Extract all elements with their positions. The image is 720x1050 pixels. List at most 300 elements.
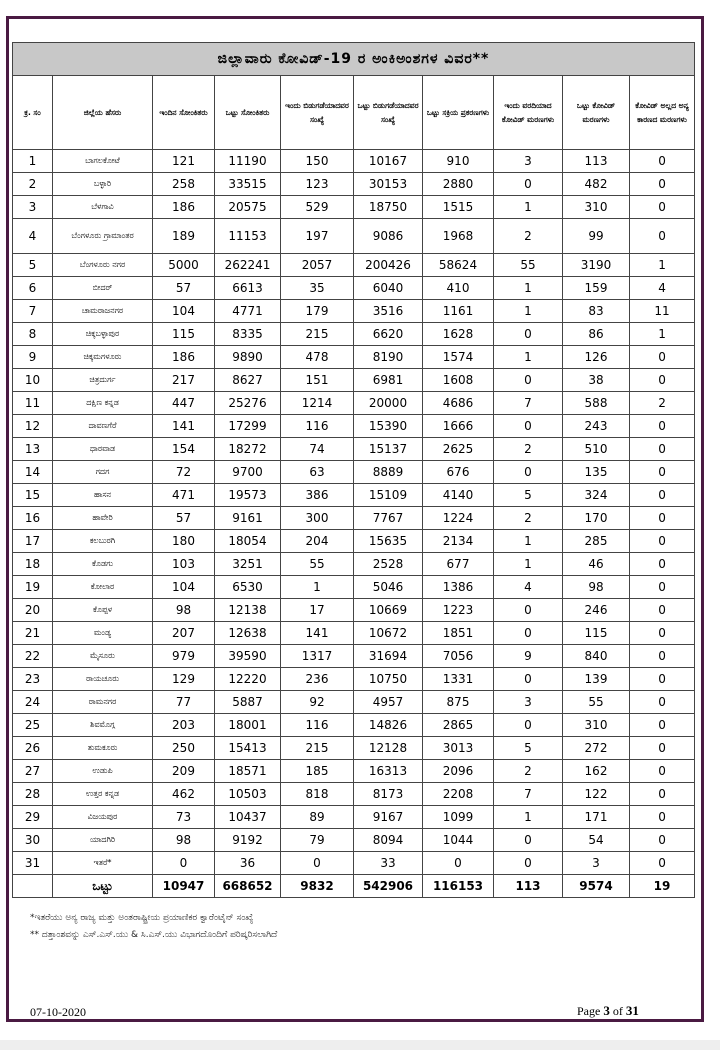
value-cell: 6620 — [354, 323, 423, 346]
value-cell: 186 — [153, 346, 215, 369]
table-row — [13, 484, 695, 507]
value-cell: 15109 — [354, 484, 423, 507]
value-cell: 162 — [563, 760, 630, 783]
value-cell: 204 — [281, 530, 354, 553]
value-cell: 478 — [281, 346, 354, 369]
value-cell: 0 — [630, 553, 695, 576]
value-cell: 2 — [494, 219, 563, 254]
district-cell: ದಕ್ಷಿಣ ಕನ್ನಡ — [53, 392, 153, 415]
total-cell: 113 — [494, 875, 563, 898]
value-cell: 3 — [563, 852, 630, 875]
value-cell: 8335 — [215, 323, 281, 346]
value-cell: 0 — [630, 622, 695, 645]
value-cell: 3 — [494, 691, 563, 714]
value-cell: 4 — [630, 277, 695, 300]
value-cell: 25276 — [215, 392, 281, 415]
value-cell: 2096 — [423, 760, 494, 783]
table-body — [13, 150, 695, 898]
serial-cell: 5 — [13, 254, 53, 277]
footnote-data-source: ** ದತ್ತಾಂಶವನ್ನು ಎಸ್.ಎಸ್.ಯು & ಸಿ.ಎಸ್.ಯು ವಿಭಾಗದೊಂದಿಗೆ ಪರಿಷ್ಕರಿಸಲಾಗಿದೆ — [30, 930, 278, 940]
value-cell: 2880 — [423, 173, 494, 196]
value-cell: 250 — [153, 737, 215, 760]
serial-cell: 10 — [13, 369, 53, 392]
serial-cell: 30 — [13, 829, 53, 852]
table-row — [13, 173, 695, 196]
value-cell: 98 — [153, 599, 215, 622]
serial-cell: 13 — [13, 438, 53, 461]
table-row — [13, 553, 695, 576]
value-cell: 0 — [494, 173, 563, 196]
value-cell: 258 — [153, 173, 215, 196]
table-row — [13, 415, 695, 438]
table-row — [13, 645, 695, 668]
value-cell: 20575 — [215, 196, 281, 219]
value-cell: 14826 — [354, 714, 423, 737]
value-cell: 1 — [494, 553, 563, 576]
value-cell: 57 — [153, 507, 215, 530]
value-cell: 8190 — [354, 346, 423, 369]
page-current: 3 — [603, 1003, 610, 1018]
table-row — [13, 300, 695, 323]
serial-cell: 1 — [13, 150, 53, 173]
district-cell: ಚಾಮರಾಜನಗರ — [53, 300, 153, 323]
page-sep: of — [609, 1004, 626, 1018]
serial-cell: 23 — [13, 668, 53, 691]
district-cell: ಚಿಕ್ಕಮಗಳೂರು — [53, 346, 153, 369]
value-cell: 104 — [153, 300, 215, 323]
value-cell: 0 — [630, 668, 695, 691]
district-cell: ಚಿತ್ರದುರ್ಗ — [53, 369, 153, 392]
value-cell: 0 — [630, 714, 695, 737]
value-cell: 1608 — [423, 369, 494, 392]
value-cell: 35 — [281, 277, 354, 300]
value-cell: 5 — [494, 737, 563, 760]
value-cell: 0 — [630, 150, 695, 173]
value-cell: 1515 — [423, 196, 494, 219]
serial-cell: 21 — [13, 622, 53, 645]
value-cell: 1 — [630, 254, 695, 277]
column-header: ಇಂದಿನ ಸೋಂಕಿತರು — [153, 76, 215, 150]
value-cell: 1224 — [423, 507, 494, 530]
value-cell: 300 — [281, 507, 354, 530]
value-cell: 0 — [494, 461, 563, 484]
value-cell: 6040 — [354, 277, 423, 300]
value-cell: 482 — [563, 173, 630, 196]
district-cell: ಬೆಂಗಳೂರು ನಗರ — [53, 254, 153, 277]
value-cell: 510 — [563, 438, 630, 461]
table-row — [13, 461, 695, 484]
serial-cell: 28 — [13, 783, 53, 806]
total-cell: 9574 — [563, 875, 630, 898]
district-cell: ಧಾರವಾಡ — [53, 438, 153, 461]
column-header: ಒಟ್ಟು ಬಿಡುಗಡೆಯಾದವರ ಸಂಖ್ಯೆ — [354, 76, 423, 150]
value-cell: 18750 — [354, 196, 423, 219]
value-cell: 4140 — [423, 484, 494, 507]
value-cell: 121 — [153, 150, 215, 173]
value-cell: 15137 — [354, 438, 423, 461]
value-cell: 0 — [630, 783, 695, 806]
value-cell: 2208 — [423, 783, 494, 806]
district-cell: ದಾವಣಗೆರೆ — [53, 415, 153, 438]
value-cell: 170 — [563, 507, 630, 530]
value-cell: 1574 — [423, 346, 494, 369]
serial-cell: 15 — [13, 484, 53, 507]
district-cell: ಬೀದರ್ — [53, 277, 153, 300]
value-cell: 123 — [281, 173, 354, 196]
value-cell: 180 — [153, 530, 215, 553]
value-cell: 262241 — [215, 254, 281, 277]
covid-statistics-table — [12, 42, 695, 898]
value-cell: 0 — [630, 219, 695, 254]
column-header: ಕ್ರ. ಸಂ — [13, 76, 53, 150]
district-cell: ಉತ್ತರ ಕನ್ನಡ — [53, 783, 153, 806]
value-cell: 7056 — [423, 645, 494, 668]
value-cell: 30153 — [354, 173, 423, 196]
table-row — [13, 783, 695, 806]
value-cell: 1317 — [281, 645, 354, 668]
value-cell: 203 — [153, 714, 215, 737]
value-cell: 99 — [563, 219, 630, 254]
value-cell: 74 — [281, 438, 354, 461]
value-cell: 9161 — [215, 507, 281, 530]
value-cell: 236 — [281, 668, 354, 691]
column-header: ಕೋವಿಡ್ ಅಲ್ಲದ ಅನ್ಯ ಕಾರಣದ ಮರಣಗಳು — [630, 76, 695, 150]
district-cell: ಮಂಡ್ಯ — [53, 622, 153, 645]
value-cell: 11153 — [215, 219, 281, 254]
value-cell: 126 — [563, 346, 630, 369]
value-cell: 18571 — [215, 760, 281, 783]
value-cell: 2057 — [281, 254, 354, 277]
value-cell: 529 — [281, 196, 354, 219]
value-cell: 1 — [494, 277, 563, 300]
value-cell: 18272 — [215, 438, 281, 461]
value-cell: 38 — [563, 369, 630, 392]
value-cell: 875 — [423, 691, 494, 714]
value-cell: 189 — [153, 219, 215, 254]
value-cell: 1 — [494, 530, 563, 553]
value-cell: 15413 — [215, 737, 281, 760]
table-row — [13, 691, 695, 714]
report-date: 07-10-2020 — [30, 1005, 86, 1019]
value-cell: 122 — [563, 783, 630, 806]
value-cell: 1 — [494, 196, 563, 219]
value-cell: 2625 — [423, 438, 494, 461]
value-cell: 33515 — [215, 173, 281, 196]
value-cell: 17299 — [215, 415, 281, 438]
value-cell: 0 — [630, 530, 695, 553]
value-cell: 46 — [563, 553, 630, 576]
value-cell: 55 — [494, 254, 563, 277]
footnote-others: *ಇತರೆಯು ಅನ್ಯ ರಾಜ್ಯ ಮತ್ತು ಅಂತರಾಷ್ಟ್ರೀಯ ಪ್ರಯಾಣಿಕರ ಕ್ವಾರೆಂಟೈನ್ ಸಂಖ್ಯೆ — [30, 913, 254, 923]
district-cell: ಶಿವಮೊಗ್ಗ — [53, 714, 153, 737]
value-cell: 2134 — [423, 530, 494, 553]
serial-cell: 24 — [13, 691, 53, 714]
total-cell: 116153 — [423, 875, 494, 898]
value-cell: 0 — [494, 369, 563, 392]
value-cell: 179 — [281, 300, 354, 323]
value-cell: 0 — [630, 461, 695, 484]
value-cell: 324 — [563, 484, 630, 507]
value-cell: 0 — [630, 173, 695, 196]
column-header: ಒಟ್ಟು ಕೋವಿಡ್ ಮರಣಗಳು — [563, 76, 630, 150]
value-cell: 113 — [563, 150, 630, 173]
value-cell: 1628 — [423, 323, 494, 346]
table-row — [13, 254, 695, 277]
value-cell: 1331 — [423, 668, 494, 691]
serial-cell: 3 — [13, 196, 53, 219]
district-cell: ಬಳ್ಳಾರಿ — [53, 173, 153, 196]
value-cell: 310 — [563, 714, 630, 737]
page-prefix: Page — [577, 1004, 604, 1018]
value-cell: 141 — [153, 415, 215, 438]
value-cell: 0 — [494, 829, 563, 852]
value-cell: 98 — [153, 829, 215, 852]
value-cell: 10437 — [215, 806, 281, 829]
table-row — [13, 277, 695, 300]
value-cell: 98 — [563, 576, 630, 599]
value-cell: 92 — [281, 691, 354, 714]
value-cell: 4686 — [423, 392, 494, 415]
value-cell: 5887 — [215, 691, 281, 714]
value-cell: 3013 — [423, 737, 494, 760]
value-cell: 54 — [563, 829, 630, 852]
district-cell: ಕೊಡಗು — [53, 553, 153, 576]
serial-cell: 2 — [13, 173, 53, 196]
table-row — [13, 829, 695, 852]
value-cell: 15390 — [354, 415, 423, 438]
district-cell: ಬಾಗಲಕೋಟೆ — [53, 150, 153, 173]
district-cell: ಗದಗ — [53, 461, 153, 484]
table-row — [13, 714, 695, 737]
value-cell: 0 — [630, 829, 695, 852]
table-row — [13, 346, 695, 369]
district-cell: ತುಮಕೂರು — [53, 737, 153, 760]
column-header: ಒಟ್ಟು ಸೋಂಕಿತರು — [215, 76, 281, 150]
value-cell: 3516 — [354, 300, 423, 323]
value-cell: 9086 — [354, 219, 423, 254]
serial-cell: 29 — [13, 806, 53, 829]
value-cell: 285 — [563, 530, 630, 553]
value-cell: 0 — [630, 852, 695, 875]
value-cell: 0 — [630, 196, 695, 219]
value-cell: 910 — [423, 150, 494, 173]
value-cell: 818 — [281, 783, 354, 806]
serial-cell: 31 — [13, 852, 53, 875]
value-cell: 588 — [563, 392, 630, 415]
serial-cell: 4 — [13, 219, 53, 254]
table-row — [13, 760, 695, 783]
value-cell: 33 — [354, 852, 423, 875]
value-cell: 8627 — [215, 369, 281, 392]
value-cell: 10167 — [354, 150, 423, 173]
table-row — [13, 438, 695, 461]
value-cell: 135 — [563, 461, 630, 484]
value-cell: 7 — [494, 392, 563, 415]
value-cell: 8173 — [354, 783, 423, 806]
value-cell: 471 — [153, 484, 215, 507]
value-cell: 9192 — [215, 829, 281, 852]
total-cell: 19 — [630, 875, 695, 898]
value-cell: 139 — [563, 668, 630, 691]
value-cell: 2528 — [354, 553, 423, 576]
table-row — [13, 737, 695, 760]
value-cell: 0 — [494, 415, 563, 438]
value-cell: 0 — [630, 484, 695, 507]
table-row — [13, 392, 695, 415]
value-cell: 79 — [281, 829, 354, 852]
value-cell: 2 — [494, 507, 563, 530]
value-cell: 979 — [153, 645, 215, 668]
value-cell: 0 — [630, 415, 695, 438]
table-row — [13, 219, 695, 254]
district-cell: ಚಿಕ್ಕಬಳ್ಳಾಪುರ — [53, 323, 153, 346]
value-cell: 36 — [215, 852, 281, 875]
value-cell: 0 — [630, 806, 695, 829]
value-cell: 1223 — [423, 599, 494, 622]
value-cell: 1 — [494, 346, 563, 369]
district-cell: ಹಾವೇರಿ — [53, 507, 153, 530]
value-cell: 151 — [281, 369, 354, 392]
value-cell: 0 — [630, 760, 695, 783]
value-cell: 83 — [563, 300, 630, 323]
value-cell: 1851 — [423, 622, 494, 645]
value-cell: 116 — [281, 714, 354, 737]
page-number — [577, 1003, 639, 1019]
value-cell: 16313 — [354, 760, 423, 783]
value-cell: 0 — [630, 599, 695, 622]
value-cell: 10669 — [354, 599, 423, 622]
value-cell: 39590 — [215, 645, 281, 668]
value-cell: 12220 — [215, 668, 281, 691]
value-cell: 246 — [563, 599, 630, 622]
value-cell: 10672 — [354, 622, 423, 645]
value-cell: 73 — [153, 806, 215, 829]
value-cell: 3190 — [563, 254, 630, 277]
value-cell: 0 — [630, 369, 695, 392]
value-cell: 72 — [153, 461, 215, 484]
value-cell: 171 — [563, 806, 630, 829]
value-cell: 447 — [153, 392, 215, 415]
value-cell: 1099 — [423, 806, 494, 829]
value-cell: 272 — [563, 737, 630, 760]
value-cell: 1214 — [281, 392, 354, 415]
value-cell: 12638 — [215, 622, 281, 645]
value-cell: 9890 — [215, 346, 281, 369]
header-row — [13, 76, 695, 150]
value-cell: 20000 — [354, 392, 423, 415]
value-cell: 217 — [153, 369, 215, 392]
serial-cell: 16 — [13, 507, 53, 530]
total-label: ಒಟ್ಟು — [53, 875, 153, 898]
value-cell: 0 — [630, 691, 695, 714]
total-cell: 9832 — [281, 875, 354, 898]
value-cell: 11190 — [215, 150, 281, 173]
value-cell: 115 — [153, 323, 215, 346]
value-cell: 12138 — [215, 599, 281, 622]
value-cell: 410 — [423, 277, 494, 300]
value-cell: 215 — [281, 737, 354, 760]
value-cell: 386 — [281, 484, 354, 507]
value-cell: 0 — [281, 852, 354, 875]
value-cell: 58624 — [423, 254, 494, 277]
footnotes — [30, 910, 277, 944]
value-cell: 6613 — [215, 277, 281, 300]
district-cell: ವಿಜಯಪುರ — [53, 806, 153, 829]
value-cell: 0 — [494, 622, 563, 645]
value-cell: 243 — [563, 415, 630, 438]
value-cell: 141 — [281, 622, 354, 645]
serial-cell: 14 — [13, 461, 53, 484]
serial-cell: 25 — [13, 714, 53, 737]
value-cell: 18001 — [215, 714, 281, 737]
value-cell: 19573 — [215, 484, 281, 507]
value-cell: 55 — [563, 691, 630, 714]
value-cell: 207 — [153, 622, 215, 645]
table-row — [13, 507, 695, 530]
column-header: ಜಿಲ್ಲೆಯ ಹೆಸರು — [53, 76, 153, 150]
value-cell: 0 — [494, 668, 563, 691]
value-cell: 0 — [494, 323, 563, 346]
value-cell: 185 — [281, 760, 354, 783]
serial-cell: 9 — [13, 346, 53, 369]
table-row — [13, 196, 695, 219]
value-cell: 89 — [281, 806, 354, 829]
value-cell: 677 — [423, 553, 494, 576]
value-cell: 3251 — [215, 553, 281, 576]
value-cell: 2865 — [423, 714, 494, 737]
table-row — [13, 599, 695, 622]
value-cell: 9 — [494, 645, 563, 668]
serial-cell: 7 — [13, 300, 53, 323]
table-row — [13, 622, 695, 645]
value-cell: 0 — [630, 737, 695, 760]
table-row — [13, 852, 695, 875]
value-cell: 63 — [281, 461, 354, 484]
district-cell: ಹಾಸನ — [53, 484, 153, 507]
value-cell: 1 — [630, 323, 695, 346]
value-cell: 57 — [153, 277, 215, 300]
value-cell: 103 — [153, 553, 215, 576]
value-cell: 8094 — [354, 829, 423, 852]
value-cell: 676 — [423, 461, 494, 484]
table-row — [13, 668, 695, 691]
table-row — [13, 576, 695, 599]
serial-cell: 12 — [13, 415, 53, 438]
value-cell: 5000 — [153, 254, 215, 277]
district-cell: ಇತರೆ* — [53, 852, 153, 875]
value-cell: 116 — [281, 415, 354, 438]
value-cell: 115 — [563, 622, 630, 645]
total-cell — [13, 875, 53, 898]
district-cell: ಕಲಬುರಗಿ — [53, 530, 153, 553]
value-cell: 4957 — [354, 691, 423, 714]
value-cell: 10750 — [354, 668, 423, 691]
table-row — [13, 150, 695, 173]
value-cell: 6530 — [215, 576, 281, 599]
value-cell: 31694 — [354, 645, 423, 668]
value-cell: 7 — [494, 783, 563, 806]
total-row — [13, 875, 695, 898]
district-cell: ಬೆಂಗಳೂರು ಗ್ರಾಮಾಂತರ — [53, 219, 153, 254]
serial-cell: 6 — [13, 277, 53, 300]
value-cell: 0 — [630, 507, 695, 530]
value-cell: 3 — [494, 150, 563, 173]
value-cell: 5046 — [354, 576, 423, 599]
value-cell: 840 — [563, 645, 630, 668]
value-cell: 215 — [281, 323, 354, 346]
value-cell: 1386 — [423, 576, 494, 599]
serial-cell: 17 — [13, 530, 53, 553]
